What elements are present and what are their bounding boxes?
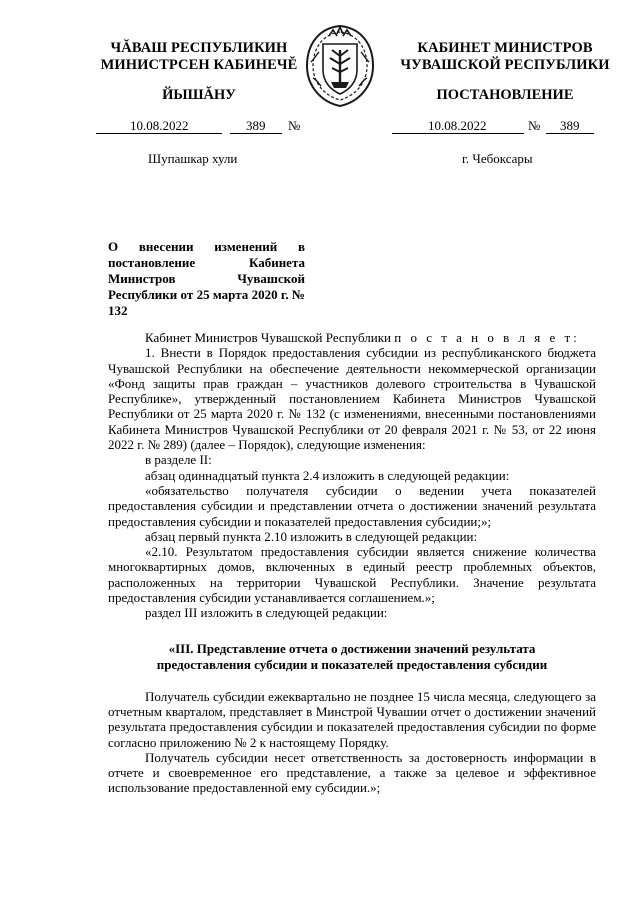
paragraph-4: «обязательство получателя субсидии о ведении учета показателей предоставления субсидии и представлении отчета о достижении значений результата предоставления субсидии и показателей предоставления субсидии;»;	[108, 482, 596, 529]
left-number-underline	[230, 133, 282, 134]
right-city: г. Чебоксары	[462, 151, 533, 166]
chuvash-coat-of-arms-icon	[299, 22, 381, 110]
left-date-underline	[96, 133, 222, 134]
left-date: 10.08.2022	[130, 118, 189, 133]
right-number-underline	[546, 133, 594, 134]
intro-text: Кабинет Министров Чувашской Республики	[145, 330, 391, 345]
paragraph-3: абзац одиннадцатый пункта 2.4 изложить в следующей редакции:	[145, 467, 510, 483]
left-doc-type: ЙЫШĂНУ	[162, 87, 236, 103]
header-left	[84, 40, 314, 74]
right-number-sign: №	[528, 118, 541, 133]
right-number: 389	[560, 118, 580, 133]
right-date-underline	[392, 133, 524, 134]
paragraph-9: Получатель субсидии несет ответственность за достоверность информации в отчете и своевременное его представление, а также за целевое и эффективное использование предоставленной ему субсидии.»;	[108, 749, 596, 796]
paragraph-8: Получатель субсидии ежеквартально не позднее 15 числа месяца, следующего за отчетным кварталом, представляет в Минстрой Чувашии отчет о достижении значений результата предоставления субсидии и показателей предоставления субсидии по форме согласно приложению № 2 к настоящему Порядку.	[108, 688, 596, 750]
header-left-line1: ЧĂВАШ РЕСПУБЛИКИН	[110, 40, 288, 56]
intro-paragraph	[108, 330, 596, 345]
paragraph-2: в разделе II:	[145, 452, 212, 468]
header-right	[390, 40, 620, 74]
left-number: 389	[246, 118, 266, 133]
left-number-sign: №	[288, 118, 301, 133]
header-left-line2: МИНИСТРСЕН КАБИНЕЧĔ	[100, 57, 298, 73]
header-right-line2: ЧУВАШСКОЙ РЕСПУБЛИКИ	[400, 57, 610, 73]
paragraph-5: абзац первый пункта 2.10 изложить в следующей редакции:	[145, 528, 478, 544]
document-body	[108, 330, 596, 796]
paragraph-7: раздел III изложить в следующей редакции:	[145, 605, 388, 621]
section-heading-line2: предоставления субсидии и показателей предоставления субсидии	[156, 656, 548, 672]
right-date: 10.08.2022	[428, 118, 487, 133]
intro-decree-word: п о с т а н о в л я е т:	[394, 330, 580, 345]
section-heading	[108, 641, 596, 673]
paragraph-6: «2.10. Результатом предоставления субсидии является снижение количества многоквартирных домов, включенных в единый реестр проблемных объектов, расположенных на территории Чувашской Республики. Значение результата предоставления субсидии устанавливается соглашением.»;	[108, 544, 596, 606]
right-doc-type: ПОСТАНОВЛЕНИЕ	[436, 87, 574, 103]
section-heading-line1: «III. Представление отчета о достижении значений результата	[168, 640, 536, 656]
document-title: О внесении изменений в постановление Кабинета Министров Чувашской Республики от 25 марта 2020 г. № 132	[108, 239, 305, 318]
left-city: Шупашкар хули	[148, 151, 238, 166]
paragraph-1: 1. Внести в Порядок предоставления субсидии из республиканского бюджета Чувашской Республики на обеспечение деятельности некоммерческой организации «Фонд защиты прав граждан – участников долевого строительства в Чувашской Республике», утвержденный постановлением Кабинета Министров Чувашской Республики от 25 марта 2020 г. № 132 (с изменениями, внесенными постановлениями Кабинета Министров Чувашской Республики от 20 февраля 2021 г. № 53, от 22 июня 2022 г. № 289) (далее – Порядок), следующие изменения:	[108, 345, 596, 453]
header-right-line1: КАБИНЕТ МИНИСТРОВ	[417, 40, 593, 56]
